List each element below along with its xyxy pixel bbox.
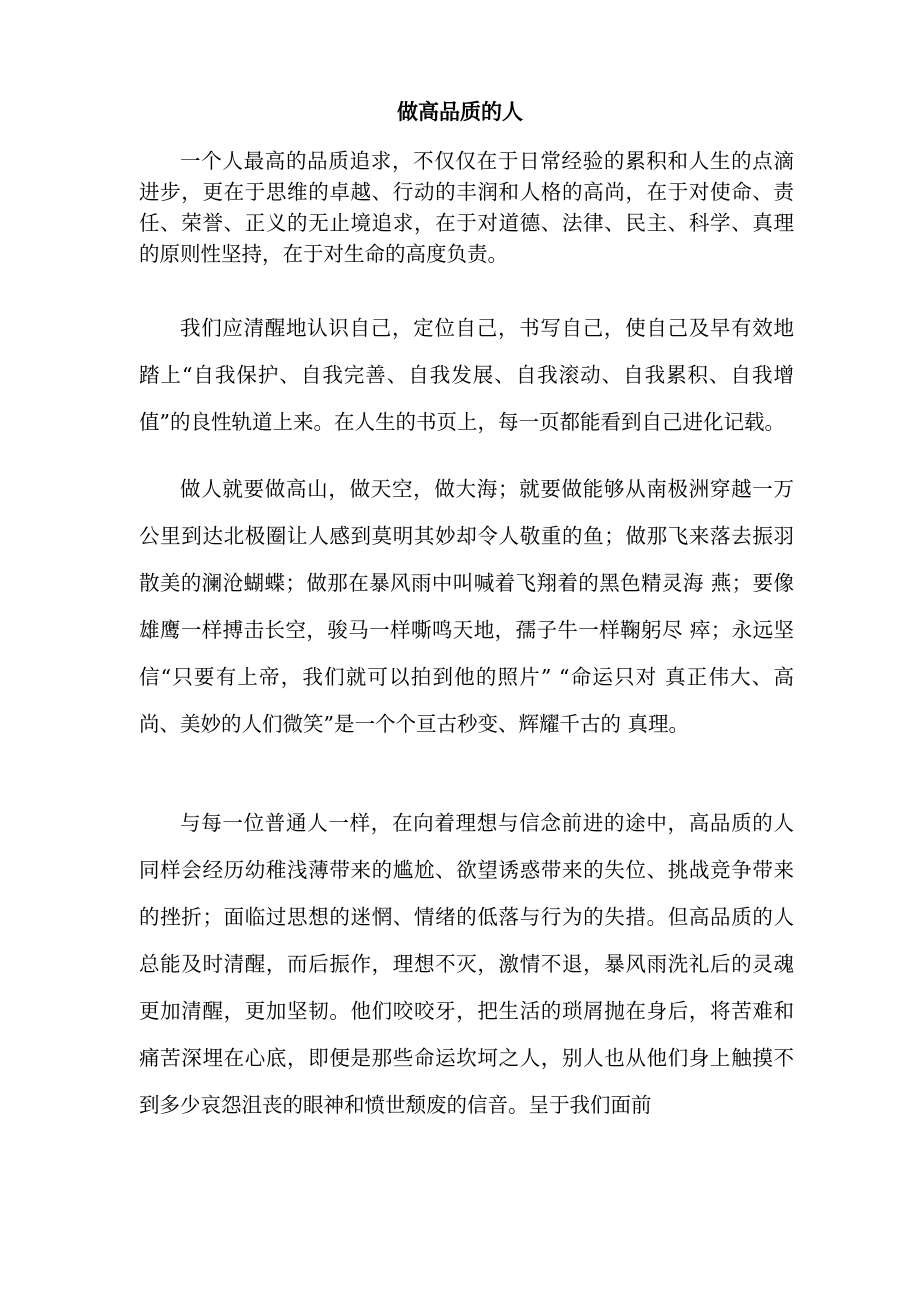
paragraph-2: 我们应清醒地认识自己，定位自己，书写自己，使自己及早有效地踏上“自我保护、自我完善、自我发展、自我滚动、自我累积、自我增值”的良性轨道上来。在人生的书页上，每一页都能看到自己进化记载。 [139, 316, 794, 434]
document-title: 做高品质的人 [397, 100, 523, 124]
paragraph-4: 与每一位普通人一样，在向着理想与信念前进的途中，高品质的人同样会经历幼稚浅薄带来的尴尬、欲望诱惑带来的失位、挑战竞争带来的挫折；面临过思想的迷惘、情绪的低落与行为的失措。但高品质的人总能及时清醒，而后振作，理想不灭，激情不退，暴风雨洗礼后的灵魂更加清醒，更加坚韧。他们咬咬牙，把生活的琐屑抛在身后，将苦难和痛苦深埋在心底，即便是那些命运坎坷之人，别人也从他们身上触摸不到多少哀怨沮丧的眼神和愤世颓废的信音。呈于我们面前 [139, 811, 794, 1117]
paragraph-3: 做人就要做高山，做天空，做大海；就要做能够从南极洲穿越一万公里到达北极圈让人感到莫明其妙却令人敬重的鱼；做那飞来落去振羽散美的澜沧蝴蝶；做那在暴风雨中叫喊着飞翔着的黑色精灵海 燕；要像雄鹰一样搏击长空，骏马一样嘶鸣天地，孺子牛一样鞠躬尽 瘁；永远坚信“只要有上帝，我们就可以拍到他的照片” “命运只对 真正伟大、高尚、美妙的人们微笑”是一个个亘古秒变、辉耀千古的 真理。 [139, 477, 794, 736]
paragraph-1: 一个人最高的品质追求，不仅仅在于日常经验的累积和人生的点滴进步，更在于思维的卓越、行动的丰润和人格的高尚，在于对使命、责任、荣誉、正义的无止境追求，在于对道德、法律、民主、科学、真理的原则性坚持，在于对生命的高度负责。 [139, 149, 794, 266]
